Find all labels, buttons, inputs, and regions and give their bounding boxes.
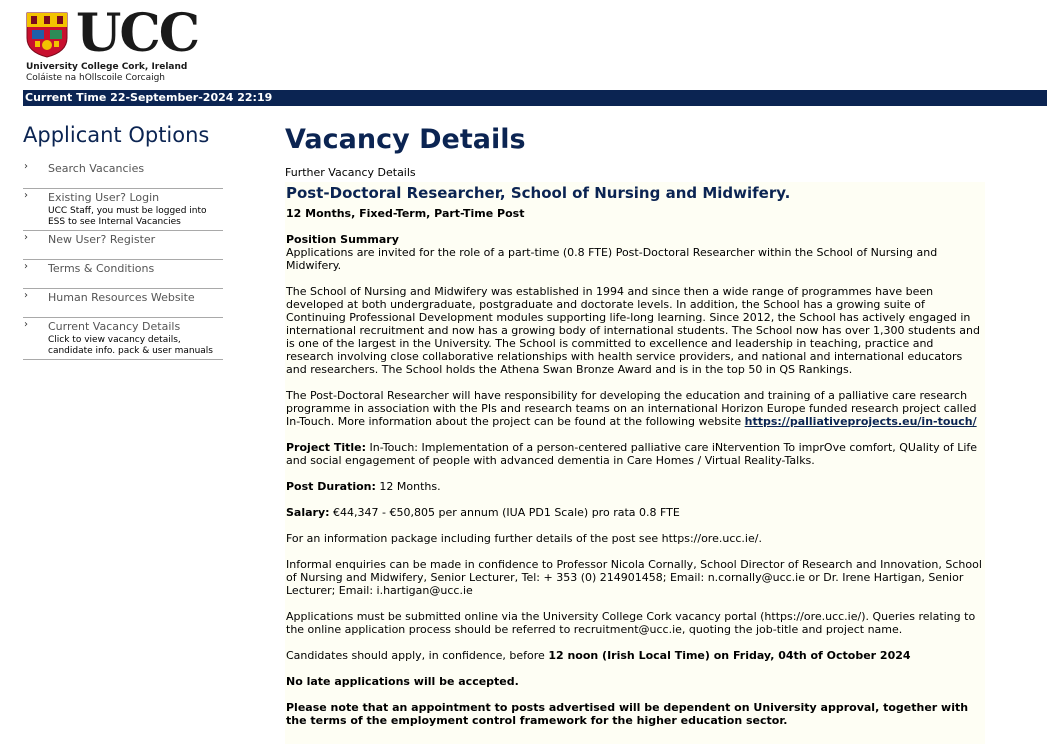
post-duration: Post Duration: 12 Months. xyxy=(286,480,441,493)
sidebar-item-search-vacancies[interactable] xyxy=(23,160,223,189)
sidebar-item-hr-website[interactable] xyxy=(23,289,223,318)
info-package: For an information package including further details of the post see https://ore.ucc.ie/. xyxy=(286,532,762,545)
bullet-arrow-icon: › xyxy=(24,319,28,330)
bullet-arrow-icon: › xyxy=(24,290,28,301)
sidebar-item-label[interactable]: Existing User? Login xyxy=(48,191,160,204)
bullet-arrow-icon: › xyxy=(24,190,28,201)
sidebar-item-terms[interactable] xyxy=(23,260,223,289)
sidebar-item-login[interactable] xyxy=(23,189,223,231)
sidebar-item-register[interactable] xyxy=(23,231,223,260)
sidebar-item-label[interactable]: Terms & Conditions xyxy=(48,262,155,275)
main-content xyxy=(285,122,985,744)
salary: Salary: €44,347 - €50,805 per annum (IUA PD1 Scale) pro rata 0.8 FTE xyxy=(286,506,680,519)
sidebar-item-label[interactable]: New User? Register xyxy=(48,233,156,246)
bullet-arrow-icon: › xyxy=(24,261,28,272)
project-website-link[interactable]: https://palliativeprojects.eu/in-touch/ xyxy=(744,415,977,428)
bullet-arrow-icon: › xyxy=(24,161,28,172)
sidebar-title: Applicant Options xyxy=(23,123,210,147)
crest-icon xyxy=(26,12,68,58)
position-summary: Position Summary Applications are invited for the role of a part-time (0.8 FTE) Post-Doctoral Researcher within the School of Nursing and Midwifery. xyxy=(286,233,938,272)
ucc-logo[interactable] xyxy=(26,3,206,84)
project-title: Project Title: In-Touch: Implementation of a person-centered palliative care iNtervention To imprOve comfort, QUality of Life and social engagement of people with advanced dementia in Care Homes / Virtual Reality-Talks. xyxy=(286,441,978,467)
application-instructions: Applications must be submitted online via the University College Cork vacancy portal (https://ore.ucc.ie/). Queries relating to the online application process should be referred to recruitment@ucc.ie, quoting the job-title and project name. xyxy=(286,610,976,636)
sidebar-item-note: UCC Staff, you must be logged into ESS to see Internal Vacancies xyxy=(48,206,207,227)
sidebar-item-label[interactable]: Current Vacancy Details xyxy=(48,320,181,333)
sidebar xyxy=(23,122,223,360)
section-heading: Position Summary xyxy=(286,233,399,246)
sidebar-item-note: Click to view vacancy details, candidate info. pack & user manuals xyxy=(48,335,213,356)
sidebar-item-current-vacancy[interactable] xyxy=(23,318,223,360)
job-title: Post-Doctoral Researcher, School of Nursing and Midwifery. xyxy=(286,184,791,202)
vacancy-details-panel xyxy=(285,182,985,744)
sidebar-item-label[interactable]: Human Resources Website xyxy=(48,291,195,304)
informal-enquiries: Informal enquiries can be made in confidence to Professor Nicola Cornally, School Director of Research and Innovation, School of Nursing and Midwifery, Senior Lecturer, Tel: + 353 (0) 214901458; Email: n.cornally@ucc.ie or Dr. Irene Hartigan, Senior Lecturer; Email: i.hartigan@ucc.ie xyxy=(286,558,982,597)
sidebar-item-label[interactable]: Search Vacancies xyxy=(48,162,145,175)
further-details-label: Further Vacancy Details xyxy=(285,166,416,179)
logo-subtitle-english: University College Cork, Ireland xyxy=(26,62,188,72)
page-title: Vacancy Details xyxy=(285,124,526,155)
current-time-bar: Current Time 22-September-2024 22:19 xyxy=(23,90,1047,106)
deadline: Candidates should apply, in confidence, before 12 noon (Irish Local Time) on Friday, 04th of October 2024 xyxy=(286,649,911,662)
logo-subtitle-irish: Coláiste na hOllscoile Corcaigh xyxy=(26,73,166,83)
late-applications-note: No late applications will be accepted. xyxy=(286,675,519,688)
school-description: The School of Nursing and Midwifery was established in 1994 and since then a wide range of programmes have been developed at both undergraduate, postgraduate and doctorate levels. In addition, the School has a growing suite of Continuing Professional Development modules supporting life-long learning. Since 2012, the School has actively engaged in international recruitment and now has a growing body of international students. The School now has over 1,300 students and is one of the largest in the University. The School is committed to excellence and leadership in teaching, practice and research involving close collaborative relationships with health service providers, and national and international educators and researchers. The School holds the Athena Swan Bronze Award and is in the top 50 in QS Rankings. xyxy=(286,285,980,376)
post-term: 12 Months, Fixed-Term, Part-Time Post xyxy=(286,207,525,220)
bullet-arrow-icon: › xyxy=(24,232,28,243)
brand-wordmark: UCC xyxy=(76,3,199,64)
approval-note: Please note that an appointment to posts advertised will be dependent on University approval, together with the terms of the employment control framework for the higher education sector. xyxy=(286,701,969,727)
role-description: The Post-Doctoral Researcher will have responsibility for developing the education and training of a palliative care research programme in association with the PIs and research teams on an international Horizon Europe funded research project called In-Touch. More information about the project can be found at the following website https://palliativeprojects.eu/in-touch/ xyxy=(286,389,977,428)
